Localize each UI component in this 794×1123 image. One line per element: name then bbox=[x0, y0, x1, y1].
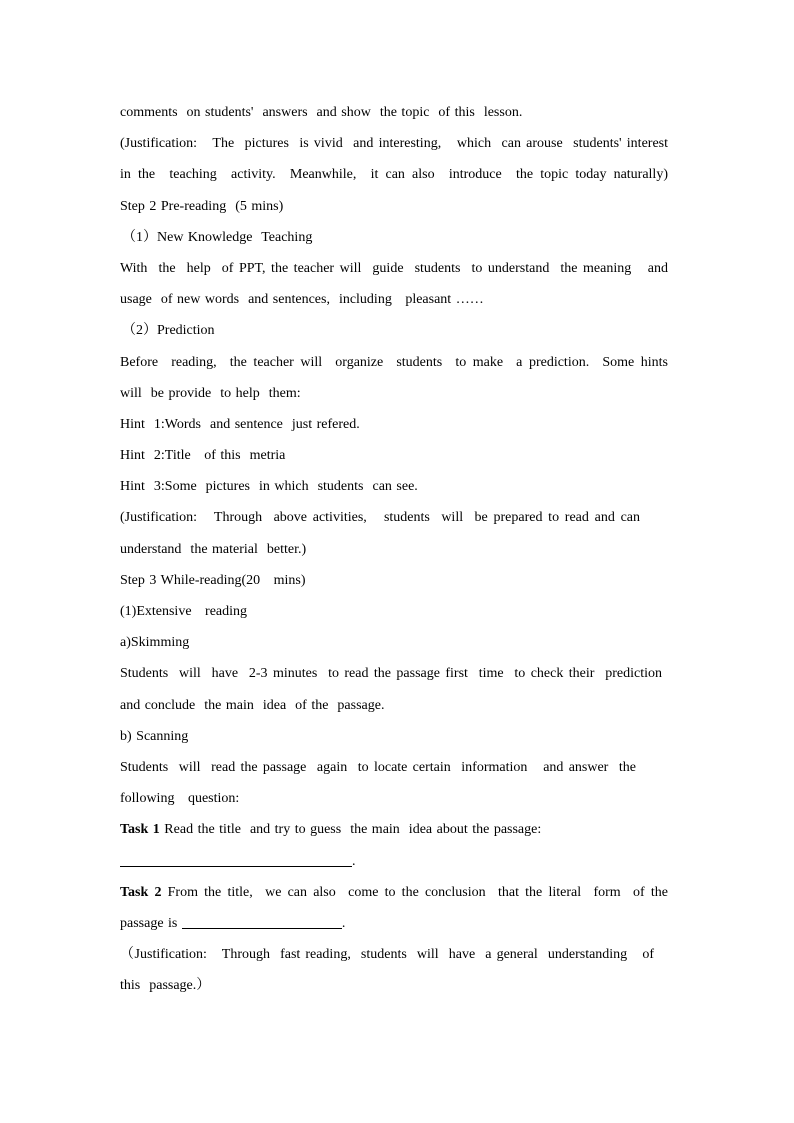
text-line: （Justification: Through fast reading, students will have a general understanding of bbox=[120, 947, 654, 963]
task-2-text: From the title, we can also come to the conclusion that the literal form of the bbox=[161, 884, 668, 900]
section-heading: Step 3 While-reading(20 mins) bbox=[120, 572, 306, 588]
subsection-heading: (1)Extensive reading bbox=[120, 604, 248, 619]
task-2-label: Task 2 bbox=[120, 884, 162, 900]
task-2-text-cont: passage is bbox=[120, 915, 182, 931]
subsection-heading: （2）Prediction bbox=[122, 323, 215, 339]
text-line: Students will read the passage again to locate certain information and answer the bbox=[120, 759, 636, 775]
text-line: understand the material better.) bbox=[120, 541, 307, 557]
task-2-answer-line bbox=[120, 908, 676, 939]
task-1-text: Read the title and try to guess the main idea about the passage: bbox=[159, 822, 542, 838]
text-line: in the teaching activity. Meanwhile, it can also introduce the topic today naturally) bbox=[120, 167, 668, 183]
task-1-label: Task 1 bbox=[120, 822, 160, 838]
hint-line: Hint 1:Words and sentence just refered. bbox=[120, 416, 360, 432]
text-line: With the help of PPT, the teacher will guide students to understand the meaning and bbox=[120, 260, 668, 276]
answer-blank[interactable] bbox=[182, 914, 342, 929]
subsection-heading: （1）New Knowledge Teaching bbox=[122, 229, 313, 245]
text-line: (Justification: Through above activities, students will be prepared to read and can bbox=[120, 510, 640, 526]
hint-line: Hint 3:Some pictures in which students can see. bbox=[120, 479, 418, 495]
document-page bbox=[120, 97, 676, 1001]
hint-line: Hint 2:Title of this metria bbox=[120, 448, 286, 464]
task-2-line bbox=[120, 877, 668, 908]
text-line: this passage.） bbox=[120, 978, 211, 994]
subsection-heading: a)Skimming bbox=[120, 635, 190, 651]
text-line: usage of new words and sentences, including pleasant …… bbox=[120, 292, 484, 308]
text-line: (Justification: The pictures is vivid and interesting, which can arouse students' interest bbox=[120, 136, 668, 152]
answer-blank[interactable] bbox=[120, 852, 352, 867]
task-1-answer-line bbox=[120, 846, 676, 877]
subsection-heading: b) Scanning bbox=[120, 728, 189, 744]
blank-period: . bbox=[352, 853, 356, 869]
text-line: will be provide to help them: bbox=[120, 385, 301, 401]
text-line: and conclude the main idea of the passage. bbox=[120, 697, 385, 713]
text-line: following question: bbox=[120, 791, 240, 807]
section-heading: Step 2 Pre-reading (5 mins) bbox=[120, 198, 284, 214]
task-1-line bbox=[120, 814, 676, 845]
blank-period: . bbox=[341, 915, 346, 931]
text-line: Before reading, the teacher will organize students to make a prediction. Some hints bbox=[120, 354, 668, 370]
text-line: Students will have 2-3 minutes to read the passage first time to check their prediction bbox=[120, 666, 662, 682]
text-line: comments on students' answers and show the topic of this lesson. bbox=[120, 105, 523, 120]
